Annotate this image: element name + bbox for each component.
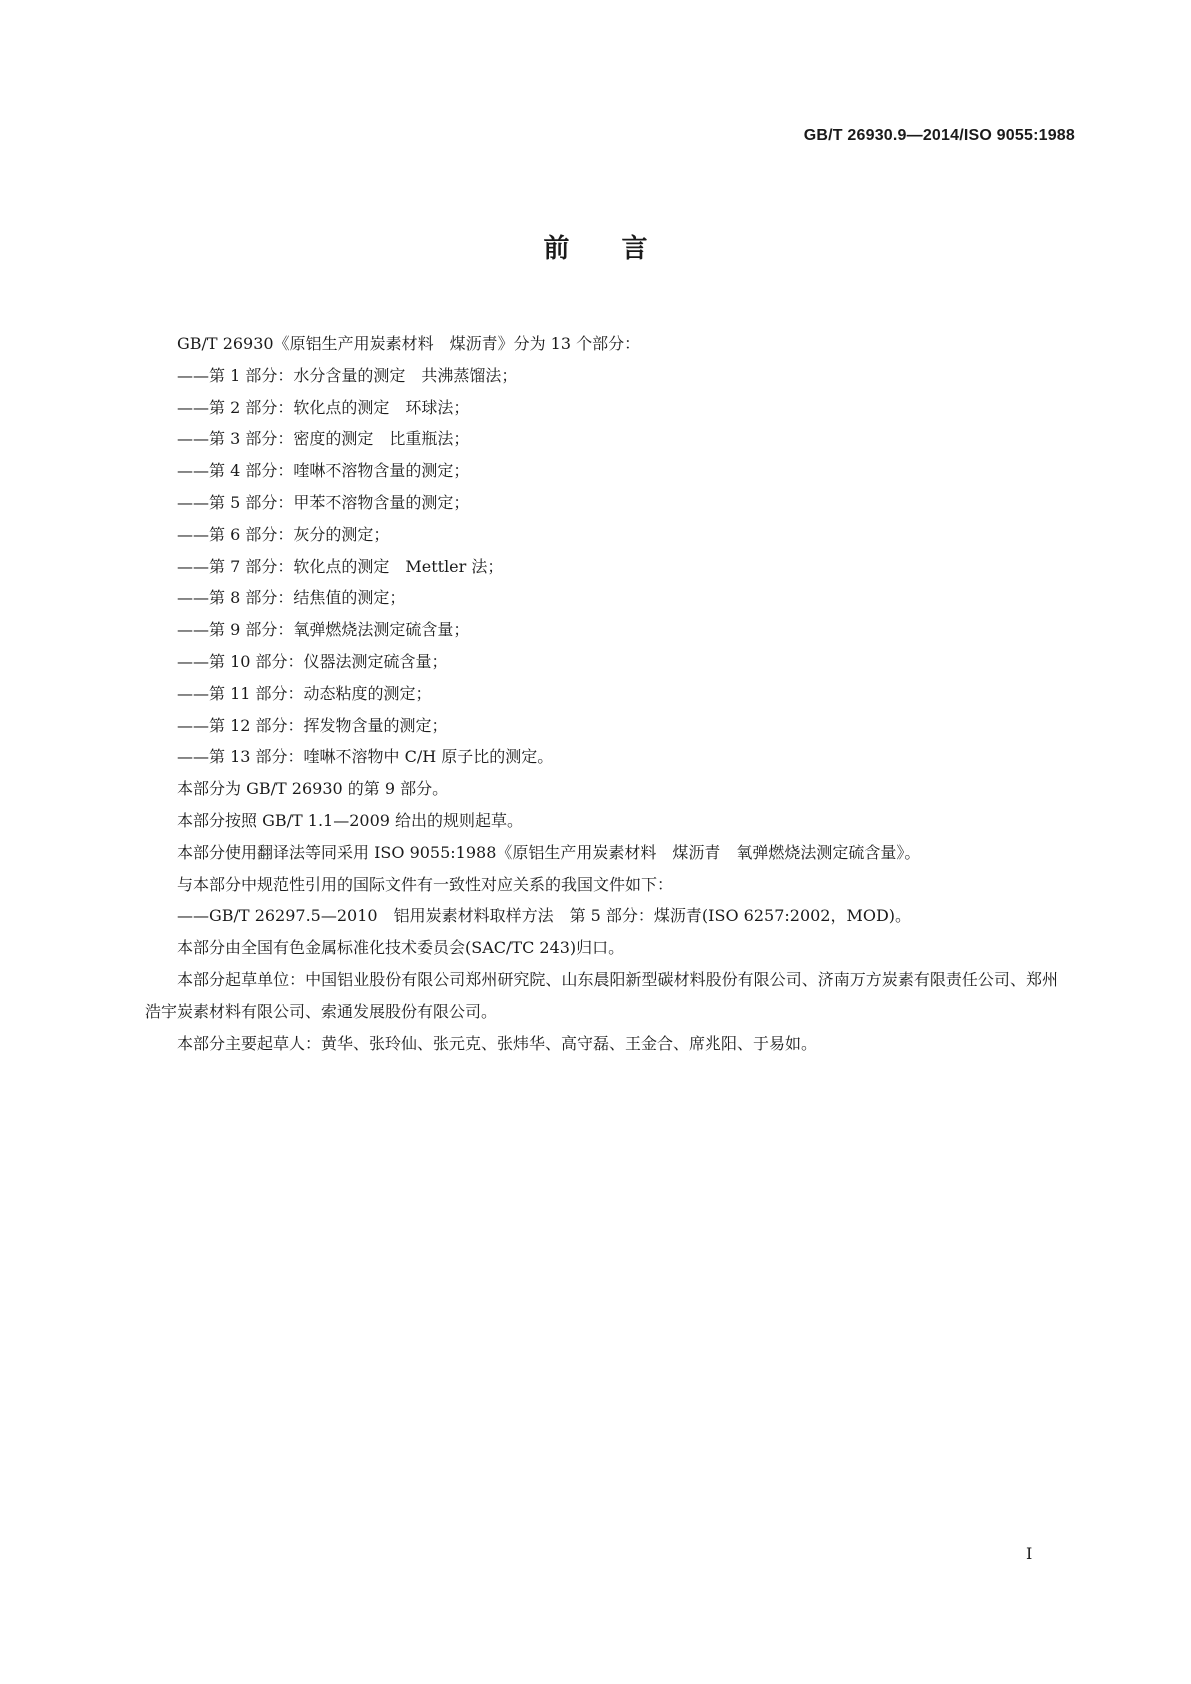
list-item-part-3: ——第 3 部分：密度的测定 比重瓶法； [177,429,470,449]
page-title: 前言 [543,234,700,264]
list-item-part-1: ——第 1 部分：水分含量的测定 共沸蒸馏法； [177,365,518,385]
part-of-statement: 本部分为 GB/T 26930 的第 9 部分。 [177,779,449,799]
list-item-part-10: ——第 10 部分：仪器法测定硫含量； [177,651,448,671]
list-item-part-7: ——第 7 部分：软化点的测定 Mettler 法； [177,556,504,576]
list-item-part-11: ——第 11 部分：动态粘度的测定； [177,683,432,703]
page-number: I [1026,1544,1033,1563]
foreword-body [145,328,1058,1059]
consistency-intro: 与本部分中规范性引用的国际文件有一致性对应关系的我国文件如下： [177,874,674,894]
drafters-statement: 本部分主要起草人：黄华、张玲仙、张元克、张炜华、高守磊、王金合、席兆阳、于易如。 [177,1033,818,1053]
standard-code: GB/T 26930.9—2014/ISO 9055:1988 [803,127,1075,144]
drafting-rules-statement: 本部分按照 GB/T 1.1—2009 给出的规则起草。 [177,810,524,830]
consistency-item: ——GB/T 26297.5—2010 铝用炭素材料取样方法 第 5 部分：煤沥青(ISO 6257:2002，MOD)。 [177,906,912,926]
list-item-part-2: ——第 2 部分：软化点的测定 环球法； [177,397,470,417]
list-item-part-13: ——第 13 部分：喹啉不溶物中 C/H 原子比的测定。 [177,747,554,767]
list-item-part-12: ——第 12 部分：挥发物含量的测定； [177,715,448,735]
committee-statement: 本部分由全国有色金属标准化技术委员会(SAC/TC 243)归口。 [177,938,625,958]
list-item-part-9: ——第 9 部分：氧弹燃烧法测定硫含量； [177,620,470,640]
drafting-units-statement: 本部分起草单位：中国铝业股份有限公司郑州研究院、山东晨阳新型碳材料股份有限公司、济南万方炭素有限责任公司、郑州浩宇炭素材料有限公司、索通发展股份有限公司。 [145,969,1058,1021]
list-item-part-6: ——第 6 部分：灰分的测定； [177,524,390,544]
list-item-part-5: ——第 5 部分：甲苯不溶物含量的测定； [177,492,470,512]
list-item-part-8: ——第 8 部分：结焦值的测定； [177,588,406,608]
list-item-part-4: ——第 4 部分：喹啉不溶物含量的测定； [177,461,470,481]
adoption-statement: 本部分使用翻译法等同采用 ISO 9055:1988《原铝生产用炭素材料 煤沥青 氧弹燃烧法测定硫含量》。 [177,842,921,862]
intro-paragraph: GB/T 26930《原铝生产用炭素材料 煤沥青》分为 13 个部分： [177,334,641,353]
